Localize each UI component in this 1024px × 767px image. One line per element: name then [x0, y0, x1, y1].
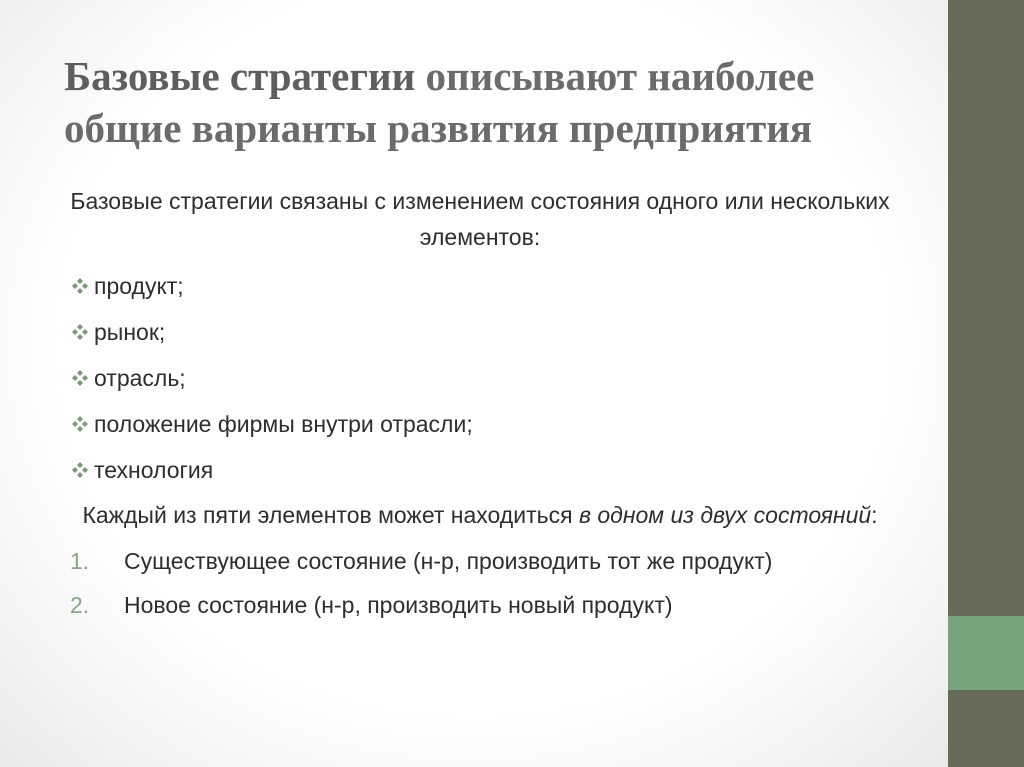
states-italic: в одном из двух состояний: [578, 502, 872, 528]
bullet-label: технология: [94, 457, 214, 483]
four-diamond-bullet-icon: [70, 460, 90, 480]
states-plain: Каждый из пяти элементов может находиться: [82, 502, 579, 528]
list-item: [70, 401, 890, 447]
list-item: [70, 355, 890, 401]
list-item: [70, 309, 890, 355]
item-text: Новое состояние (н-р, производить новый продукт): [124, 592, 673, 618]
item-number: 1.: [70, 548, 90, 574]
four-diamond-bullet-icon: [70, 322, 90, 342]
list-item: [70, 543, 890, 579]
item-number: 2.: [70, 592, 90, 618]
list-item: [70, 447, 890, 493]
slide-body: [70, 183, 890, 631]
bullet-list: [70, 263, 890, 493]
numbered-list: [70, 543, 890, 623]
list-item: [70, 587, 890, 623]
list-item: [70, 263, 890, 309]
states-suffix: :: [871, 502, 878, 528]
title-rest: описывают наиболее общие варианты развития предприятия: [64, 53, 815, 151]
title-bold: Базовые стратегии: [64, 53, 416, 99]
item-text: Существующее состояние (н-р, производить тот же продукт): [124, 548, 773, 574]
sidebar-accent-block: [948, 616, 1024, 690]
bullet-label: положение фирмы внутри отрасли;: [94, 411, 473, 437]
bullet-label: продукт;: [94, 273, 184, 299]
states-text: [70, 497, 890, 533]
intro-text: Базовые стратегии связаны с изменением состояния одного или нескольких элементов:: [70, 188, 890, 250]
four-diamond-bullet-icon: [70, 276, 90, 296]
bullet-label: отрасль;: [94, 365, 186, 391]
bullet-label: рынок;: [94, 319, 166, 345]
four-diamond-bullet-icon: [70, 414, 90, 434]
four-diamond-bullet-icon: [70, 368, 90, 388]
slide-title: [64, 50, 924, 154]
